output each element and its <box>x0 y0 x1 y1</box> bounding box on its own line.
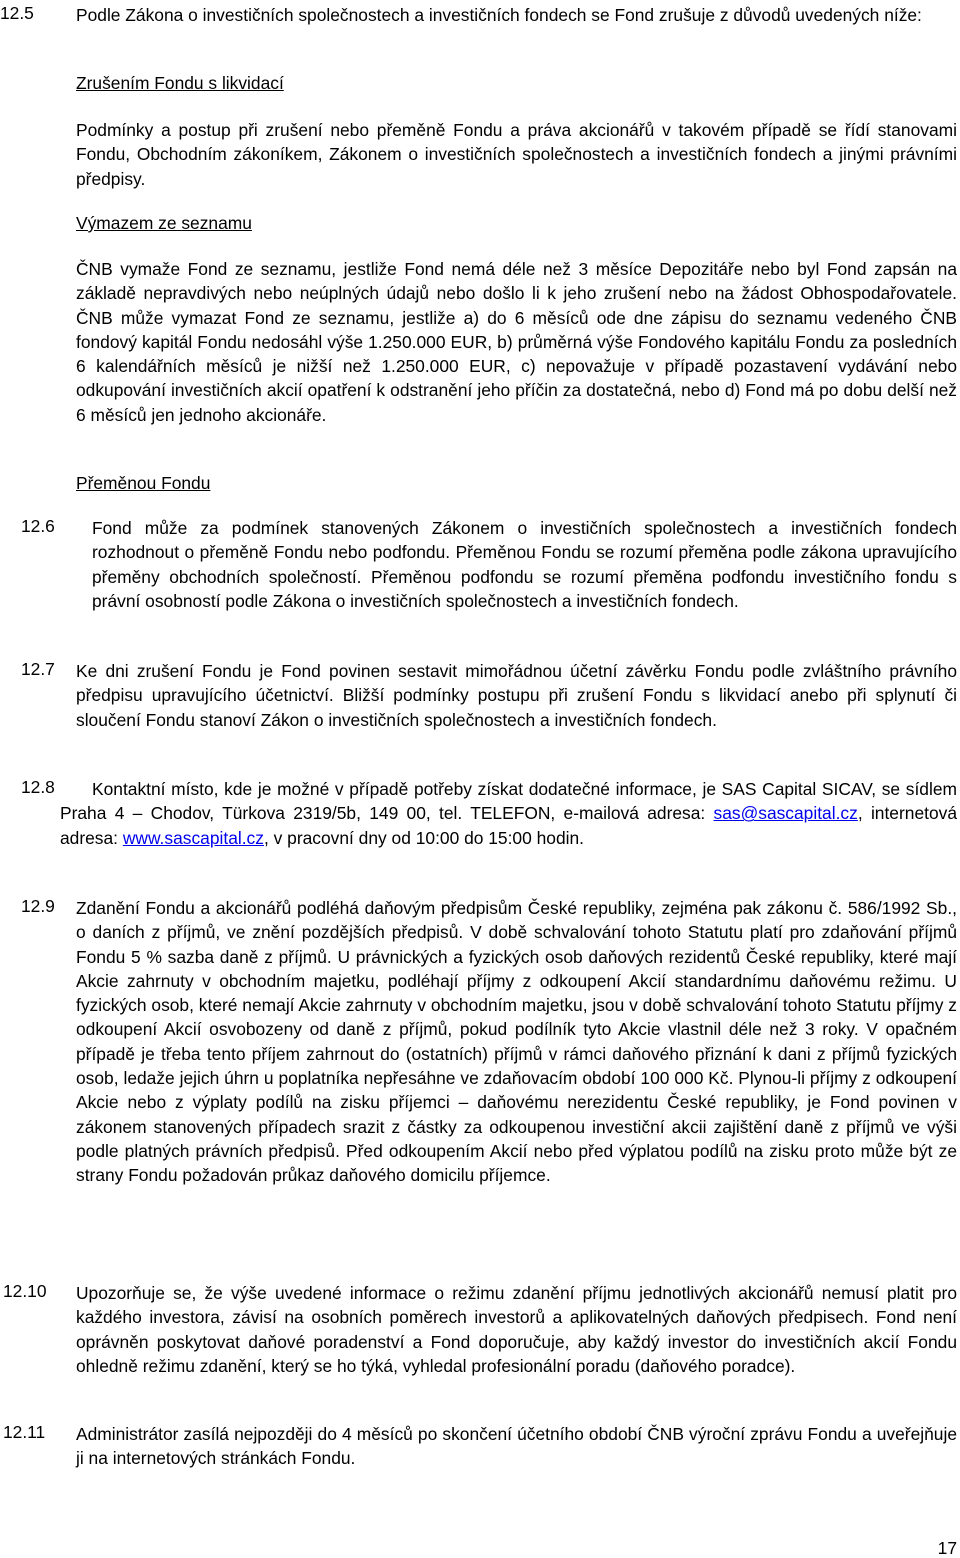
section-12-6-number: 12.6 <box>21 516 55 536</box>
contact-text-a: Kontaktní místo, kde je možné v případě potřeby získat dodatečné informace, je SAS Capital SICAV, se sídlem Praha 4 – Chodov, Türkova 2319/5b, 149 00, tel. TELEFON, e-mailová adresa: <box>60 779 957 824</box>
section-12-8-number: 12.8 <box>21 777 55 797</box>
section-12-10-number: 12.10 <box>3 1281 47 1301</box>
email-link[interactable]: sas@sascapital.cz <box>713 803 858 824</box>
liquidation-text: Podmínky a postup při zrušení nebo přeměně Fondu a práva akcionářů v takovém případě se řídí stanovami Fondu, Obchodním zákoníkem, Zákonem o investičních společnostech a investičních fondech a jinými právními předpisy. <box>76 120 957 189</box>
section-12-5-intro: Podle Zákona o investičních společnostech a investičních fondech se Fond zrušuje z důvodů uvedených níže: <box>76 5 922 25</box>
transformation-heading: Přeměnou Fondu <box>76 473 211 493</box>
deletion-text: ČNB vymaže Fond ze seznamu, jestliže Fond nemá déle než 3 měsíce Depozitáře nebo byl Fond zapsán na základě nepravdivých nebo neúplných údajů nebo došlo li k jeho zrušení nebo na žádost Obhospodařovatele. ČNB může vymazat Fond ze seznamu, jestliže a) do 6 měsíců ode dne zápisu do seznamu vedeného ČNB fondový kapitál Fondu nedosáhl výše 1.250.000 EUR, b) průměrná výše Fondového kapitálu Fondu za posledních 6 kalendářních měsíců je nižší než 1.250.000 EUR, c) nepovažuje v případě pozastavení vydávání nebo odkupování investičních akcií opatření k odstranění jeho příčin za dostatečná, nebo d) Fond má po dobu delší než 6 měsíců jen jednoho akcionáře. <box>76 259 957 425</box>
page-number: 17 <box>937 1538 957 1558</box>
section-12-7-number: 12.7 <box>21 659 55 679</box>
section-12-7-text: Ke dni zrušení Fondu je Fond povinen sestavit mimořádnou účetní závěrku Fondu podle zvláštního právního předpisu upravujícího účetnictví. Bližší podmínky postupu při zrušení Fondu s likvidací anebo při splynutí či sloučení Fondu stanoví Zákon o investičních společnostech a investičních fondech. <box>76 661 957 730</box>
website-link[interactable]: www.sascapital.cz <box>122 827 264 848</box>
contact-text-b: , internetová adresa: <box>60 803 957 848</box>
section-12-9-text: Zdanění Fondu a akcionářů podléhá daňovým předpisům České republiky, zejména pak zákonu č. 586/1992 Sb., o daních z příjmů, ve znění pozdějších předpisů. V době schvalování tohoto Statutu platí pro zdaňování příjmů Fondu 5 % sazba daně z příjmů. U právnických a fyzických osob daňových rezidentů České republiky, které mají Akcie zahrnuty v obchodním majetku, podléhají příjmy z odkoupení Akcií standardnímu daňovému režimu. U fyzických osob, které nemají Akcie zahrnuty v obchodním majetku, jsou v době schvalování tohoto Statutu příjmy z odkoupení Akcií osvobozeny od daně z příjmů, pokud podílník tyto Akcie vlastnil déle než 3 roky. V opačném případě je třeba tento příjem zahrnout do (ostatních) příjmů v rámci daňového přiznání k dani z příjmů fyzických osob, ledaže jejich úhrn u poplatníka nepřesáhne ve zdaňovacím období 100 000 Kč. Plynou-li příjmy z odkoupení Akcie nebo z výplaty podílů na zisku příjemci – daňovému nerezidentu České republiky, je Fond povinen v zákonem stanovených případech srazit z částky za odkoupenou investiční akcii zajištění daně z příjmů ve výši podle platných právních předpisů. Před odkoupením Akcií nebo před výplatou podílů na zisku proto může být ze strany Fondu požadován průkaz daňového domicilu příjemce. <box>76 898 957 1186</box>
deletion-heading: Výmazem ze seznamu <box>76 213 252 233</box>
section-12-11-text: Administrátor zasílá nejpozději do 4 měsíců po skončení účetního období ČNB výroční zprávu Fondu a uveřejňuje ji na internetových stránkách Fondu. <box>76 1424 957 1469</box>
liquidation-heading: Zrušením Fondu s likvidací <box>76 73 284 93</box>
section-12-11-number: 12.11 <box>3 1422 46 1442</box>
section-12-6-text: Fond může za podmínek stanovených Zákonem o investičních společnostech a investičních fondech rozhodnout o přeměně Fondu nebo podfondu. Přeměnou Fondu se rozumí přeměna podle zákona upravujícího přeměny obchodních společností. Přeměnou podfondu se rozumí přeměna podfondu investičního fondu s právní osobností podle Zákona o investičních společnostech a investičních fondech. <box>92 518 957 611</box>
section-12-10-text: Upozorňuje se, že výše uvedené informace o režimu zdanění příjmu jednotlivých akcionářů nemusí platit pro každého investora, závisí na osobních poměrech investorů a aplikovatelných daňových předpisech. Fond není oprávněn poskytovat daňové poradenství a Fond doporučuje, aby každý investor do investičních akcií Fondu ohledně režimu zdanění, který se ho týká, vyhledal profesionální poradu (daňového poradce). <box>76 1283 957 1376</box>
section-12-9-number: 12.9 <box>21 896 55 916</box>
section-12-5-number: 12.5 <box>0 3 34 23</box>
contact-text-c: , v pracovní dny od 10:00 do 15:00 hodin. <box>263 827 584 848</box>
section-12-8-text <box>60 777 957 850</box>
